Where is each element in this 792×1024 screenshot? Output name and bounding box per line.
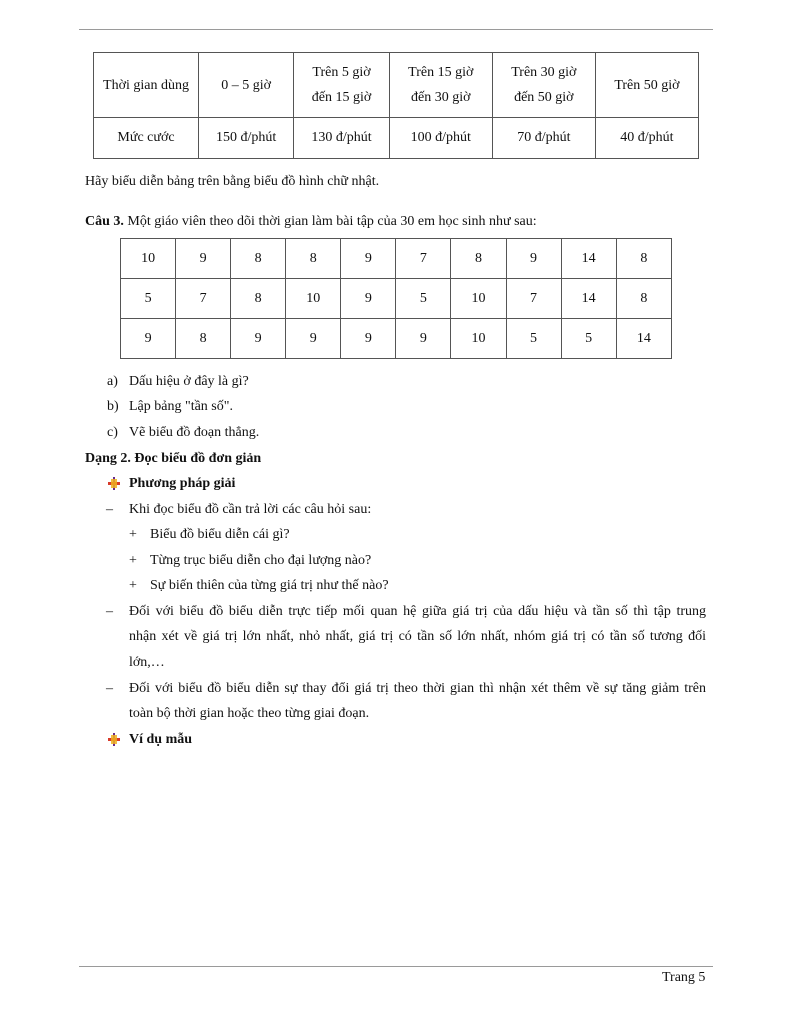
table-cell: 10 — [286, 279, 341, 319]
table-cell: 8 — [231, 239, 286, 279]
table-row — [121, 279, 672, 319]
paragraph-line: lớn,… — [129, 655, 165, 670]
plus-bullet: + — [129, 553, 137, 568]
table-cell: 9 — [286, 319, 341, 359]
footer-rule — [79, 966, 713, 967]
table-cell: Trên 50 giờ — [595, 53, 698, 118]
table-cell: 9 — [506, 239, 561, 279]
table-row — [121, 319, 672, 359]
list-marker: a) — [107, 374, 118, 389]
table-cell: 5 — [561, 319, 616, 359]
question-item: Sự biến thiên của từng giá trị như thế nào? — [150, 578, 389, 593]
section-title: Dạng 2. Đọc biểu đồ đơn giản — [85, 451, 262, 466]
table-cell: 100 đ/phút — [389, 118, 492, 159]
plus-bullet: + — [129, 527, 137, 542]
table-cell: 70 đ/phút — [492, 118, 595, 159]
question-item: Biểu đồ biểu diễn cái gì? — [150, 527, 290, 542]
cell-line: đến 15 giờ — [311, 90, 372, 105]
method-heading: Phương pháp giải — [129, 476, 236, 491]
table-cell: 10 — [451, 279, 506, 319]
table-cell: 14 — [616, 319, 671, 359]
flag-bullet-icon — [108, 733, 120, 746]
table-cell: 7 — [396, 239, 451, 279]
table-row — [94, 118, 699, 159]
plus-bullet: + — [129, 578, 137, 593]
table-cell: 5 — [396, 279, 451, 319]
list-item — [107, 423, 118, 443]
question3-line — [85, 212, 537, 232]
list-marker: b) — [107, 399, 119, 414]
cell-line: đến 30 giờ — [411, 90, 471, 105]
question3-text: Một giáo viên theo dõi thời gian làm bài tập của 30 em học sinh như sau: — [123, 214, 537, 229]
cell-line: Trên 15 giờ — [408, 65, 474, 80]
table-cell: 5 — [506, 319, 561, 359]
table-cell: 8 — [616, 239, 671, 279]
table-cell: 150 đ/phút — [199, 118, 294, 159]
table-cell: 7 — [506, 279, 561, 319]
table-cell: 9 — [396, 319, 451, 359]
table-cell: 8 — [176, 319, 231, 359]
list-item-text: Vẽ biểu đồ đoạn thẳng. — [129, 425, 260, 440]
list-item — [107, 372, 118, 392]
table-cell: 14 — [561, 279, 616, 319]
dash-bullet: – — [106, 604, 113, 619]
example-heading: Ví dụ mẫu — [129, 732, 193, 747]
table-cell — [294, 53, 389, 118]
table-cell: 9 — [341, 319, 396, 359]
cell-line: Trên 5 giờ — [312, 65, 371, 80]
paragraph-line: nhận xét về giá trị lớn nhất, nhỏ nhất, giá trị có tần số lớn nhất, nhóm giá trị có tần số tương đối — [129, 629, 706, 644]
table-cell: 9 — [341, 279, 396, 319]
table-cell: 8 — [616, 279, 671, 319]
list-marker: c) — [107, 425, 118, 440]
paragraph-line: Đối với biểu đồ biểu diễn sự thay đổi giá trị theo thời gian thì nhận xét thêm về sự tăng giảm trên — [129, 681, 706, 696]
intro-text: Khi đọc biểu đồ cần trả lời các câu hỏi sau: — [129, 502, 372, 517]
page-number: Trang 5 — [662, 970, 706, 985]
table-cell: 5 — [121, 279, 176, 319]
question-item: Từng trục biểu diễn cho đại lượng nào? — [150, 553, 372, 568]
table-cell — [492, 53, 595, 118]
table-cell: Mức cước — [94, 118, 199, 159]
table-cell: 8 — [451, 239, 506, 279]
table-cell: 0 – 5 giờ — [199, 53, 294, 118]
table-row — [121, 239, 672, 279]
table-cell: 8 — [231, 279, 286, 319]
table-cell: 8 — [286, 239, 341, 279]
table-row — [94, 53, 699, 118]
list-item-text: Dấu hiệu ở đây là gì? — [129, 374, 249, 389]
table-cell: 10 — [451, 319, 506, 359]
rate-table — [93, 52, 699, 159]
table-cell: 9 — [231, 319, 286, 359]
table-cell: 7 — [176, 279, 231, 319]
table-cell: 9 — [341, 239, 396, 279]
table-cell: 10 — [121, 239, 176, 279]
table-cell: 14 — [561, 239, 616, 279]
instruction-text: Hãy biểu diễn bảng trên bằng biểu đồ hình chữ nhật. — [85, 174, 380, 189]
paragraph-line: toàn bộ thời gian hoặc theo từng giai đoạn. — [129, 706, 370, 721]
table-cell — [389, 53, 492, 118]
cell-line: đến 50 giờ — [514, 90, 574, 105]
table-cell: 130 đ/phút — [294, 118, 389, 159]
list-item-text: Lập bảng "tần số". — [129, 399, 233, 414]
header-rule — [79, 29, 713, 30]
dash-bullet: – — [106, 502, 113, 517]
cell-line: Trên 30 giờ — [511, 65, 577, 80]
list-item — [107, 397, 119, 417]
table-cell: 40 đ/phút — [595, 118, 698, 159]
table-cell: Thời gian dùng — [94, 53, 199, 118]
time-table — [120, 238, 672, 359]
question3-label: Câu 3. — [85, 214, 124, 229]
table-cell: 9 — [176, 239, 231, 279]
dash-bullet: – — [106, 681, 113, 696]
flag-bullet-icon — [108, 477, 120, 490]
table-cell: 9 — [121, 319, 176, 359]
paragraph-line: Đối với biểu đồ biểu diễn trực tiếp mối quan hệ giữa giá trị của dấu hiệu và tần số thì tập trung — [129, 604, 706, 619]
